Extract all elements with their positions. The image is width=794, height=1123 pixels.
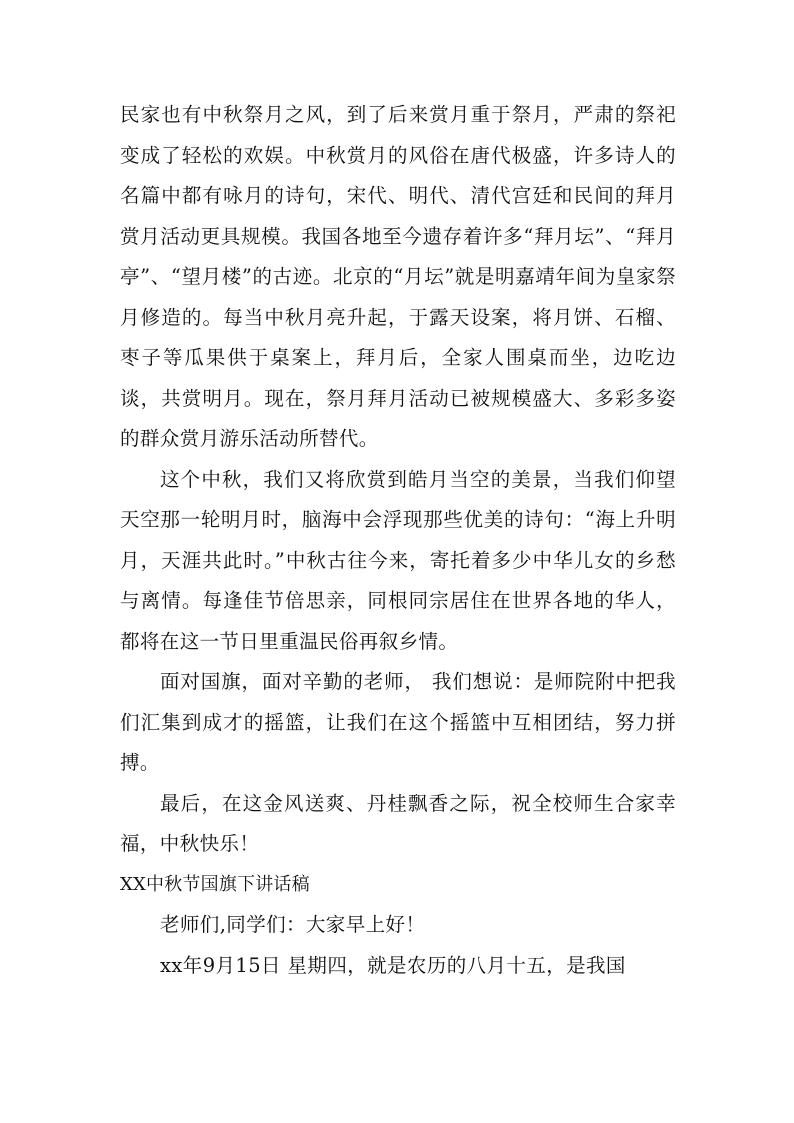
document-body [120, 95, 676, 986]
paragraph-facing-flag: 面对国旗，面对辛勤的老师， 我们想说：是师院附中把我们汇集到成才的摇篮，让我们在这个摇篮中互相团结，努力拼搏。 [120, 670, 676, 774]
paragraph-moon-worship-history: 民家也有中秋祭月之风，到了后来赏月重于祭月，严肃的祭祀变成了轻松的欢娱。中秋赏月的风俗在唐代极盛，许多诗人的名篇中都有咏月的诗句，宋代、明代、清代宫廷和民间的拜月赏月活动更具规模。我国各地至今遗存着许多“拜月坛”、“拜月亭”、“望月楼”的古迹。北京的“月坛”就是明嘉靖年间为皇家祭月修造的。每当中秋月亮升起，于露天设案，将月饼、石榴、枣子等瓜果供于桌案上，拜月后，全家人围桌而坐，边吃边谈，共赏明月。现在，祭月拜月活动已被规模盛大、多彩多姿的群众赏月游乐活动所替代。 [120, 103, 676, 450]
paragraph-closing-wishes: 最后，在这金风送爽、丹桂飘香之际，祝全校师生合家幸福，中秋快乐！ [120, 791, 676, 855]
section-heading: XX中秋节国旗下讲话稿 [120, 873, 310, 895]
date-line: xx年9月15日 星期四，就是农历的八月十五，是我国 [160, 953, 626, 977]
paragraph-admiring-moon: 这个中秋，我们又将欣赏到皓月当空的美景，当我们仰望天空那一轮明月时，脑海中会浮现那些优美的诗句：“海上升明月，天涯共此时。”中秋古往今来，寄托着多少中华儿女的乡愁与离情。每逢佳节倍思亲，同根同宗居住在世界各地的华人，都将在这一节日里重温民俗再叙乡情。 [120, 467, 676, 653]
greeting-line: 老师们,同学们：大家早上好！ [160, 913, 426, 936]
